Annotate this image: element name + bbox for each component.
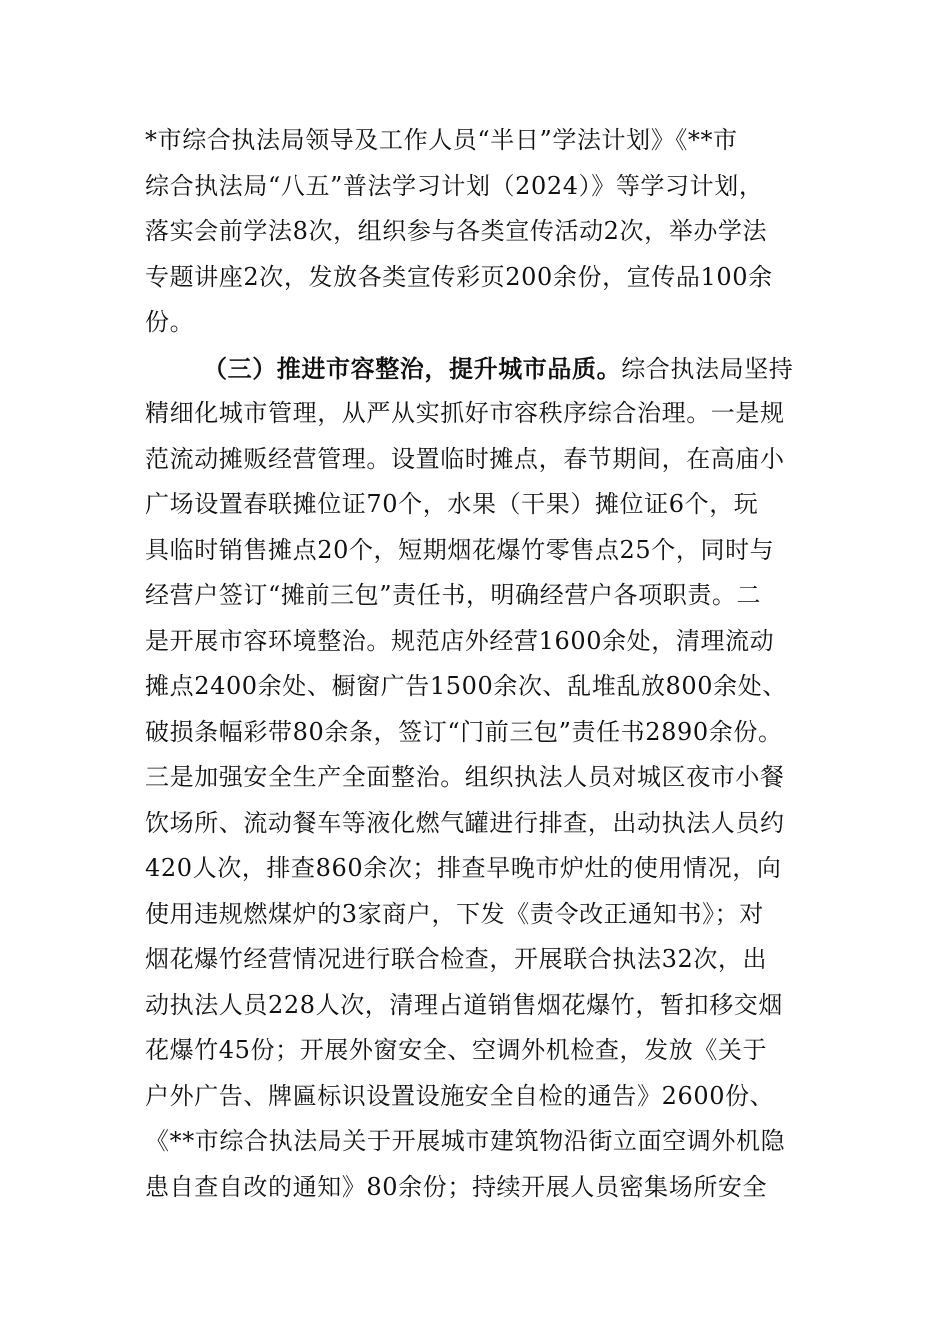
text-line: *市综合执法局领导及工作人员“半日”学法计划》《**市	[145, 126, 738, 154]
text-line: 户外广告、牌匾标识设置设施安全自检的通告》2600份、	[145, 1081, 775, 1110]
text-line: 420人次，排查860余次；排查早晚市炉灶的使用情况，向	[145, 854, 782, 882]
text-line: 综合执法局“八五”普法学习计划（2024）》等学习计划，	[145, 171, 764, 200]
text-line: 是开展市容环境整治。规范店外经营1600余处，清理流动	[145, 626, 775, 655]
text-line: 患自查自改的通知》80余份；持续开展人员密集场所安全	[145, 1172, 768, 1201]
text-line: 饮场所、流动餐车等液化燃气罐进行排查，出动执法人员约	[145, 808, 785, 837]
text-line: 精细化城市管理，从严从实抓好市容秩序综合治理。一是规	[145, 399, 785, 427]
section-heading: （三）推进市容整治，提升城市品质。	[203, 353, 622, 383]
body-text	[145, 118, 810, 1210]
text-line: 经营户签订“摊前三包”责任书，明确经营户各项职责。二	[145, 581, 762, 609]
text-line: 花爆竹45份；开展外窗安全、空调外机检查，发放《关于	[145, 1036, 768, 1064]
section-heading-line	[145, 346, 810, 392]
text-line: 烟花爆竹经营情况进行联合检查，开展联合执法32次，出	[145, 945, 768, 973]
text-line: 使用违规燃煤炉的3家商户，下发《责令改正通知书》；对	[145, 899, 764, 928]
text-line: 份。	[145, 308, 195, 336]
section-heading-continuation: 综合执法局坚持	[621, 354, 794, 383]
text-line: 破损条幅彩带80余条，签订“门前三包”责任书2890余份。	[145, 717, 783, 746]
text-line: 三是加强安全生产全面整治。组织执法人员对城区夜市小餐	[145, 763, 785, 791]
text-line: 广场设置春联摊位证70个，水果（干果）摊位证6个，玩	[145, 490, 759, 518]
text-line: 范流动摊贩经营管理。设置临时摊点，春节期间，在高庙小	[145, 444, 785, 473]
text-line: 动执法人员228人次，清理占道销售烟花爆竹，暂扣移交烟	[145, 990, 784, 1019]
text-line: 《**市综合执法局关于开展城市建筑物沿街立面空调外机隐	[145, 1127, 786, 1155]
text-line: 落实会前学法8次，组织参与各类宣传活动2次，举办学法	[145, 217, 768, 245]
text-line: 摊点2400余处、橱窗广告1500余次、乱堆乱放800余处、	[145, 672, 787, 700]
text-line: 具临时销售摊点20个，短期烟花爆竹零售点25个，同时与	[145, 535, 775, 564]
text-line: 专题讲座2次，发放各类宣传彩页200余份，宣传品100余	[145, 262, 773, 291]
